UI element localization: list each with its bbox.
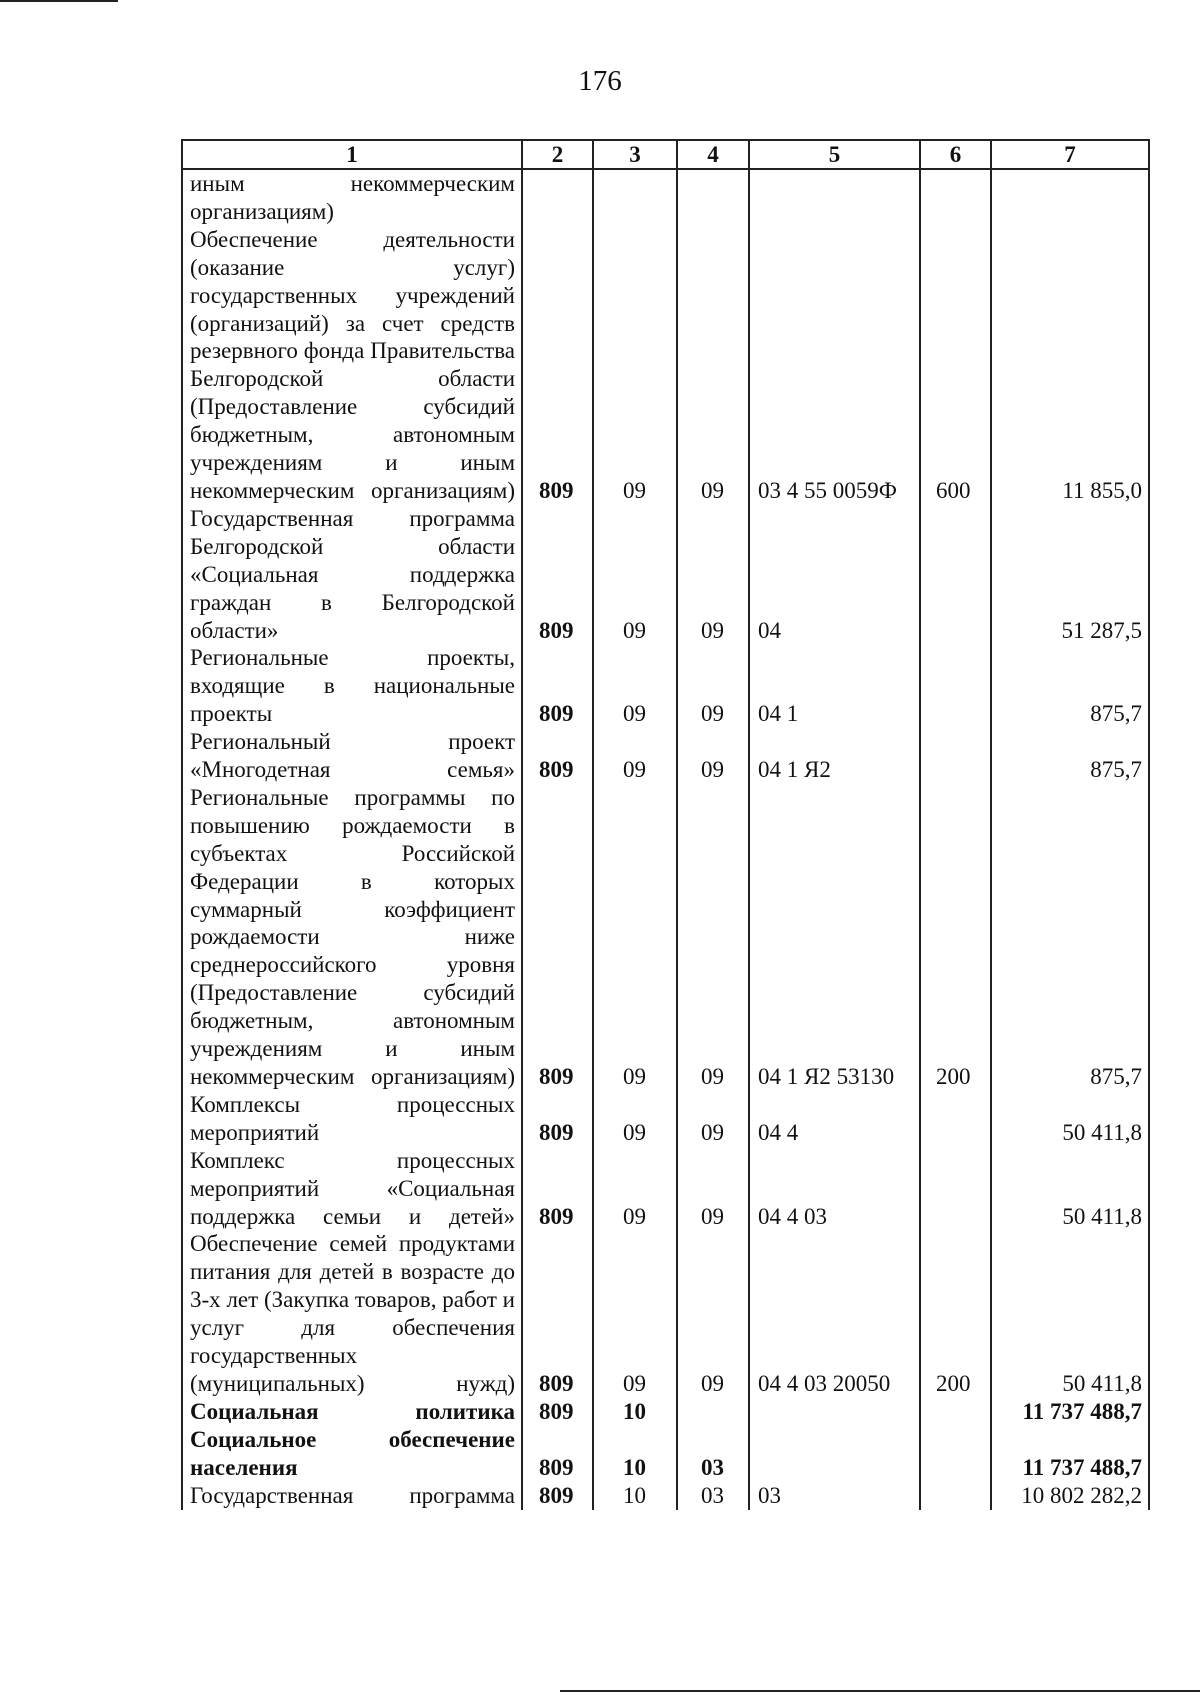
header-row [182,140,1149,169]
row-amount: 875,7 [991,728,1149,784]
row-amount: 11 737 488,7 [991,1426,1149,1482]
table-row [182,728,1149,784]
row-amount: 50 411,8 [991,1147,1149,1231]
row-name: Обеспечение семей продуктами питания для детей в возрасте до 3-х лет (Закупка товаров, работ и услуг для обеспечения государственных (муниципальных) нужд) [182,1230,522,1397]
row-amount: 11 737 488,7 [991,1398,1149,1426]
row-code-c5: 03 [749,1482,920,1510]
row-code-c5 [749,1398,920,1426]
row-code-c3 [593,169,677,226]
header-cell: 7 [991,140,1149,169]
row-code-c5: 04 4 03 [749,1147,920,1231]
row-code-c5 [749,1426,920,1482]
row-name: Региональные проекты, входящие в национальные проекты [182,644,522,728]
table-row [182,1147,1149,1231]
row-code-c2: 809 [522,505,593,645]
row-code-c2: 809 [522,1426,593,1482]
row-code-c4: 09 [677,784,749,1091]
page-number: 176 [578,65,622,97]
row-code-c6 [920,1426,991,1482]
row-code-c4 [677,169,749,226]
row-code-c6 [920,169,991,226]
row-code-c4: 09 [677,644,749,728]
row-code-c5: 04 [749,505,920,645]
row-code-c4: 09 [677,728,749,784]
row-amount: 51 287,5 [991,505,1149,645]
row-code-c6 [920,1147,991,1231]
row-code-c6 [920,728,991,784]
row-name: Государственная программа Белгородской области «Социальная поддержка граждан в Белгородской области» [182,505,522,645]
row-name: Региональный проект «Многодетная семья» [182,728,522,784]
row-code-c4: 09 [677,1091,749,1147]
row-code-c3: 09 [593,505,677,645]
row-code-c4 [677,1398,749,1426]
table-row [182,1091,1149,1147]
row-name: Комплекс процессных мероприятий «Социальная поддержка семьи и детей» [182,1147,522,1231]
row-code-c3: 09 [593,644,677,728]
table-row [182,226,1149,505]
row-code-c5: 04 4 03 20050 [749,1230,920,1397]
row-code-c2: 809 [522,1147,593,1231]
row-code-c2 [522,169,593,226]
row-code-c2: 809 [522,1091,593,1147]
row-code-c5: 04 1 Я2 [749,728,920,784]
row-amount: 10 802 282,2 [991,1482,1149,1510]
row-name: Социальная политика [182,1398,522,1426]
row-code-c2: 809 [522,1230,593,1397]
table-row [182,1482,1149,1510]
row-code-c6 [920,505,991,645]
row-code-c3: 09 [593,1091,677,1147]
row-code-c6: 600 [920,226,991,505]
table-row [182,169,1149,226]
row-code-c5: 03 4 55 0059Ф [749,226,920,505]
row-code-c6 [920,1091,991,1147]
table-row [182,505,1149,645]
row-code-c2: 809 [522,1482,593,1510]
top-left-rule [0,0,118,2]
table-row [182,644,1149,728]
table-row [182,1398,1149,1426]
table-row [182,1426,1149,1482]
row-name: Региональные программы по повышению рождаемости в субъектах Российской Федерации в которых суммарный коэффициент рождаемости ниже среднероссийского уровня (Предоставление субсидий бюджетным, автономным учреждениям и иным некоммерческим организациям) [182,784,522,1091]
row-code-c6 [920,1482,991,1510]
table-row [182,784,1149,1091]
row-code-c3: 09 [593,728,677,784]
header-cell: 2 [522,140,593,169]
budget-table [181,139,1150,1510]
row-name: Комплексы процессных мероприятий [182,1091,522,1147]
header-cell: 4 [677,140,749,169]
table-row [182,1230,1149,1397]
row-code-c2: 809 [522,1398,593,1426]
row-amount [991,169,1149,226]
row-code-c3: 09 [593,784,677,1091]
row-amount: 875,7 [991,644,1149,728]
row-code-c2: 809 [522,784,593,1091]
row-amount: 11 855,0 [991,226,1149,505]
row-code-c2: 809 [522,644,593,728]
row-code-c4: 09 [677,1230,749,1397]
row-code-c5: 04 1 [749,644,920,728]
row-code-c3: 09 [593,1230,677,1397]
row-code-c5 [749,169,920,226]
row-name: Социальное обеспечение населения [182,1426,522,1482]
row-code-c6: 200 [920,784,991,1091]
row-name: иным некоммерческим организациям) [182,169,522,226]
row-code-c3: 10 [593,1482,677,1510]
row-code-c4: 09 [677,226,749,505]
row-code-c4: 03 [677,1426,749,1482]
row-code-c6 [920,644,991,728]
row-amount: 50 411,8 [991,1230,1149,1397]
row-code-c2: 809 [522,728,593,784]
row-code-c6: 200 [920,1230,991,1397]
header-cell: 1 [182,140,522,169]
row-code-c4: 03 [677,1482,749,1510]
row-code-c3: 09 [593,226,677,505]
row-code-c4: 09 [677,1147,749,1231]
header-cell: 3 [593,140,677,169]
row-amount: 875,7 [991,784,1149,1091]
bottom-rule [560,1690,1200,1692]
row-code-c3: 09 [593,1147,677,1231]
header-cell: 6 [920,140,991,169]
row-code-c4: 09 [677,505,749,645]
row-name: Государственная программа [182,1482,522,1510]
row-amount: 50 411,8 [991,1091,1149,1147]
row-code-c3: 10 [593,1398,677,1426]
row-code-c5: 04 4 [749,1091,920,1147]
row-code-c5: 04 1 Я2 53130 [749,784,920,1091]
row-code-c3: 10 [593,1426,677,1482]
row-name: Обеспечение деятельности (оказание услуг) государственных учреждений (организаций) за счет средств резервного фонда Правительства Белгородской области (Предоставление субсидий бюджетным, автономным учреждениям и иным некоммерческим организациям) [182,226,522,505]
row-code-c6 [920,1398,991,1426]
row-code-c2: 809 [522,226,593,505]
header-cell: 5 [749,140,920,169]
